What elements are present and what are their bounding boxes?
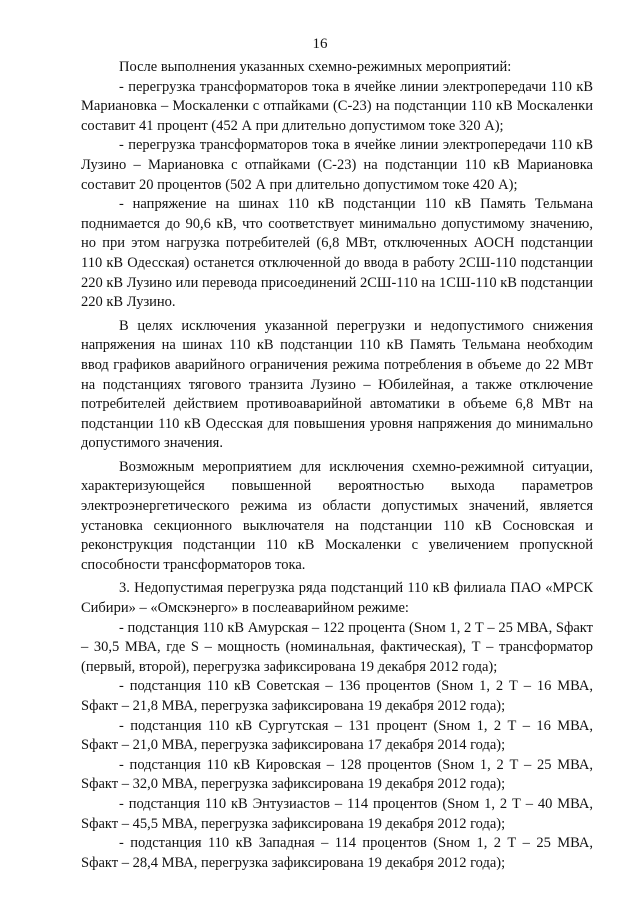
- list-item-entuziastov: - подстанция 110 кВ Энтузиастов – 114 процентов (Sном 1, 2 Т – 40 МВА, Sфакт – 45,5 МВА, перегрузка зафиксирована 19 декабря 2012 года);: [81, 795, 593, 832]
- list-item-kirovskaya: - подстанция 110 кВ Кировская – 128 процентов (Sном 1, 2 Т – 25 МВА, Sфакт – 32,0 МВА, перегрузка зафиксирована 19 декабря 2012 года);: [81, 756, 593, 793]
- paragraph-measures: В целях исключения указанной перегрузки и недопустимого снижения напряжения на шинах 110 кВ подстанции 110 кВ Память Тельмана необходим ввод графиков аварийного ограничения режима потребления в объеме до 22 МВт на подстанциях тягового транзита Лузино – Юбилейная, а также отключение потребителей действием противоаварийной автоматики в объеме 6,8 МВт на подстанции 110 кВ Одесская для повышения уровня напряжения до минимально допустимого значения.: [81, 317, 593, 452]
- list-item-zapadnaya: - подстанция 110 кВ Западная – 114 процентов (Sном 1, 2 Т – 25 МВА, Sфакт – 28,4 МВА, перегрузка зафиксирована 19 декабря 2012 года);: [81, 835, 593, 871]
- list-item-pamyat-telmana: - напряжение на шинах 110 кВ подстанции 110 кВ Память Тельмана поднимается до 90,6 кВ, что соответствует минимально допустимому значению, но при этом нагрузка потребителей (6,8 МВт, отключенных АОСН подстанции 110 кВ Одесская) останется отключенной до ввода в работу 2СШ-110 подстанции 220 кВ Лузино или перевода присоединений 2СШ-110 на 1СШ-110 кВ подстанции 220 кВ Лузино.: [81, 196, 593, 311]
- paragraph-possible-measure: Возможным мероприятием для исключения схемно-режимной ситуации, характеризующейся повышенной вероятностью выхода параметров электроэнергетического режима из области допустимых значений, является установка секционного выключателя на подстанции 110 кВ Сосновская и реконструкция подстанции 110 кВ Москаленки с увеличением пропускной способности трансформаторов тока.: [81, 458, 593, 573]
- paragraph-intro: После выполнения указанных схемно-режимных мероприятий:: [119, 59, 512, 75]
- paragraph-section-3: 3. Недопустимая перегрузка ряда подстанций 110 кВ филиала ПАО «МРСК Сибири» – «Омскэнерго» в послеаварийном режиме:: [81, 580, 593, 617]
- document-body: [81, 58, 593, 873]
- list-item-surgutskaya: - подстанция 110 кВ Сургутская – 131 процент (Sном 1, 2 Т – 16 МВА, Sфакт – 21,0 МВА, перегрузка зафиксирована 17 декабря 2014 года);: [81, 717, 593, 754]
- list-item-luzino-marianovka: - перегрузка трансформаторов тока в ячейке линии электропередачи 110 кВ Лузино – Мариановка с отпайками (С-23) на подстанции 110 кВ Мариановка составит 20 процентов (502 А при длительно допустимом токе 420 А);: [81, 137, 593, 193]
- list-item-marianovka-moskalenki: - перегрузка трансформаторов тока в ячейке линии электропередачи 110 кВ Мариановка – Москаленки с отпайками (С-23) на подстанции 110 кВ Москаленки составит 41 процент (452 А при длительно допустимом токе 320 А);: [81, 78, 593, 134]
- list-item-amurskaya: - подстанция 110 кВ Амурская – 122 процента (Sном 1, 2 Т – 25 МВА, Sфакт – 30,5 МВА, где S – мощность (номинальная, фактическая), Т – трансформатор (первый, второй), перегрузка зафиксирована 19 декабря 2012 года);: [81, 619, 593, 675]
- page-number: 16: [312, 36, 328, 52]
- list-item-sovetskaya: - подстанция 110 кВ Советская – 136 процентов (Sном 1, 2 Т – 16 МВА, Sфакт – 21,8 МВА, перегрузка зафиксирована 19 декабря 2012 года);: [81, 678, 593, 714]
